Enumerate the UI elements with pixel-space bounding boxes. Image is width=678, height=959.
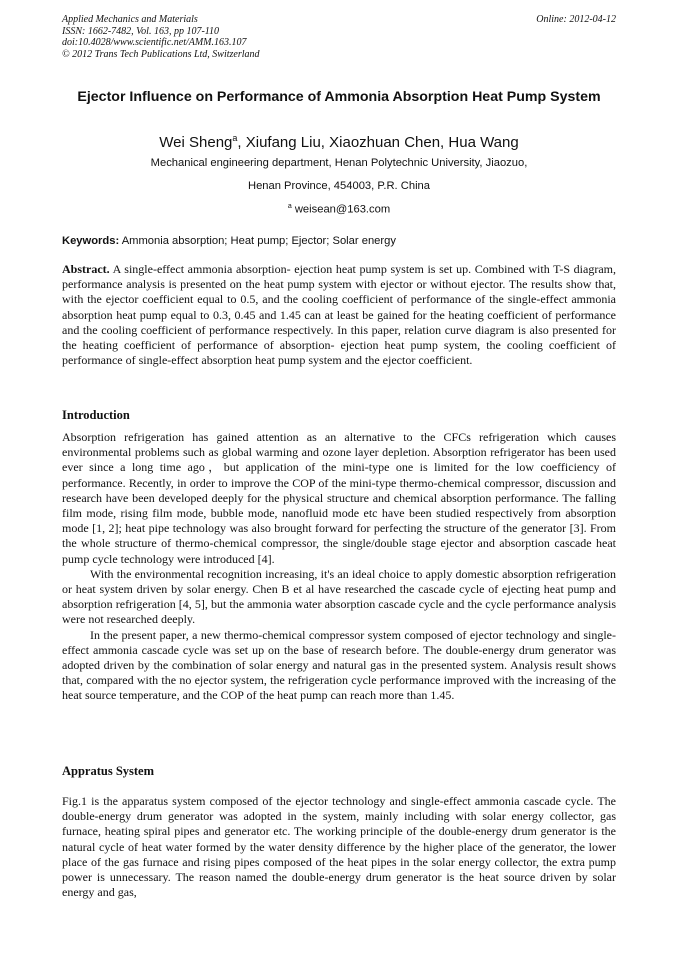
intro-paragraph-3: In the present paper, a new thermo-chemical compressor system composed of ejector technology and single-effect ammonia cascade cycle was set up on the base of research before. The double-energy drum generator was adopted driven by the combination of solar energy and natural gas in the presented system. Analysis result shows that, compared with the no ejector system, the refrigeration cycle performance improved with the increasing of the heat source temperature, and the COP of the heat pump can reach more than 1.45.	[62, 627, 616, 703]
keywords	[62, 234, 616, 248]
introduction-heading: Introduction	[62, 408, 130, 422]
apparatus-body	[62, 794, 616, 900]
author-list	[62, 128, 616, 153]
intro-paragraph-1: Absorption refrigeration has gained attention as an alternative to the CFCs refrigeration which causes environmental problems such as global warming and ozone layer depletion. Absorption refrigerator has been used ever since a long time ago，but application of the mini-type one is limited for the low coefficiency of performance. Recently, in order to improve the COP of the mini-type thermo-chemical compressor, discussion and research have been developed deeply for the physical structure and chemical absorption performance. The falling film mode, rising film mode, bubble mode, nanofluid mode etc have been studied respectively from absorption mode [1, 2]; heat pipe technology was also brought forward for perfecting the structure of the generator [3]. From the whole structure of thermo-chemical compressor, the single/double stage ejector and absorption cascade heat pump cycle technology were introduced [4].	[62, 430, 616, 566]
keywords-label: Keywords:	[62, 235, 120, 247]
author-first-sup: a	[232, 133, 238, 143]
paper-title: Ejector Influence on Performance of Ammonia Absorption Heat Pump System	[77, 89, 601, 105]
email-text: weisean@163.com	[291, 203, 391, 216]
abstract-label: Abstract.	[62, 262, 110, 276]
affiliation-line-2: Henan Province, 454003, P.R. China	[247, 180, 431, 192]
introduction-body	[62, 430, 616, 704]
apparatus-heading: Appratus System	[62, 764, 155, 778]
intro-paragraph-2: With the environmental recognition increasing, it's an ideal choice to apply domestic absorption refrigeration or heat system driven by solar energy. Chen B et al have researched the cascade cycle of ejecting heat pump and absorption refrigeration [4, 5], but the ammonia water absorption cascade cycle and the cycle performance analysis were not researched deeply.	[62, 566, 616, 627]
apparatus-paragraph: Fig.1 is the apparatus system composed of the ejector technology and single-effect ammonia cascade cycle. The double-energy drum generator was adopted in the system, mainly including with solar energy collector, gas furnace, heating spiral pipes and generator etc. The working principle of the double-energy drum generator is the natural cycle of heat water formed by the water density difference by the higher place of the generator, the lower place of the gas furnace and rising pipes composed of the heat pipes in the solar energy collector, the extra pump power is unnecessary. The reason named the double-energy drum generator is the heat source driven by solar energy and gas,	[62, 794, 616, 900]
doi: doi:10.4028/www.scientific.net/AMM.163.107	[62, 37, 247, 48]
copyright: © 2012 Trans Tech Publications Ltd, Switzerland	[62, 48, 260, 60]
author-first: Wei Sheng	[159, 134, 233, 151]
keywords-text: Ammonia absorption; Heat pump; Ejector; Solar energy	[119, 235, 396, 247]
issn: ISSN: 1662-7482, Vol. 163, pp 107-110	[62, 25, 220, 37]
journal-name: Applied Mechanics and Materials	[62, 14, 198, 25]
author-rest: , Xiufang Liu, Xiaozhuan Chen, Hua Wang	[237, 134, 519, 151]
affiliation-line-1: Mechanical engineering department, Henan Polytechnic University, Jiaozuo,	[150, 157, 528, 169]
abstract	[62, 262, 616, 368]
journal-header	[62, 14, 616, 60]
online-date: Online: 2012-04-12	[536, 14, 616, 25]
email-sup: a	[287, 203, 292, 210]
abstract-text: A single-effect ammonia absorption- ejection heat pump system is set up. Combined with T-S diagram, performance analysis is presented on the heat pump system with ejector or without ejector. The results show that, with the ejector coefficient equal to 0.5, and the cooling coefficient of performance of the single-effect ammonia absorption heat pump equal to 0.3, 0.45 and 1.45 can at least be gained for the heating coefficient of performance and the cooling coefficient of performance respectively. In this paper, relation curve diagram is also presented for the heating coefficient of performance of absorption- ejection heat pump system, the cooling coefficient of performance of single-effect absorption heat pump system and the ejector coefficient.	[62, 262, 616, 368]
author-email	[62, 200, 616, 217]
